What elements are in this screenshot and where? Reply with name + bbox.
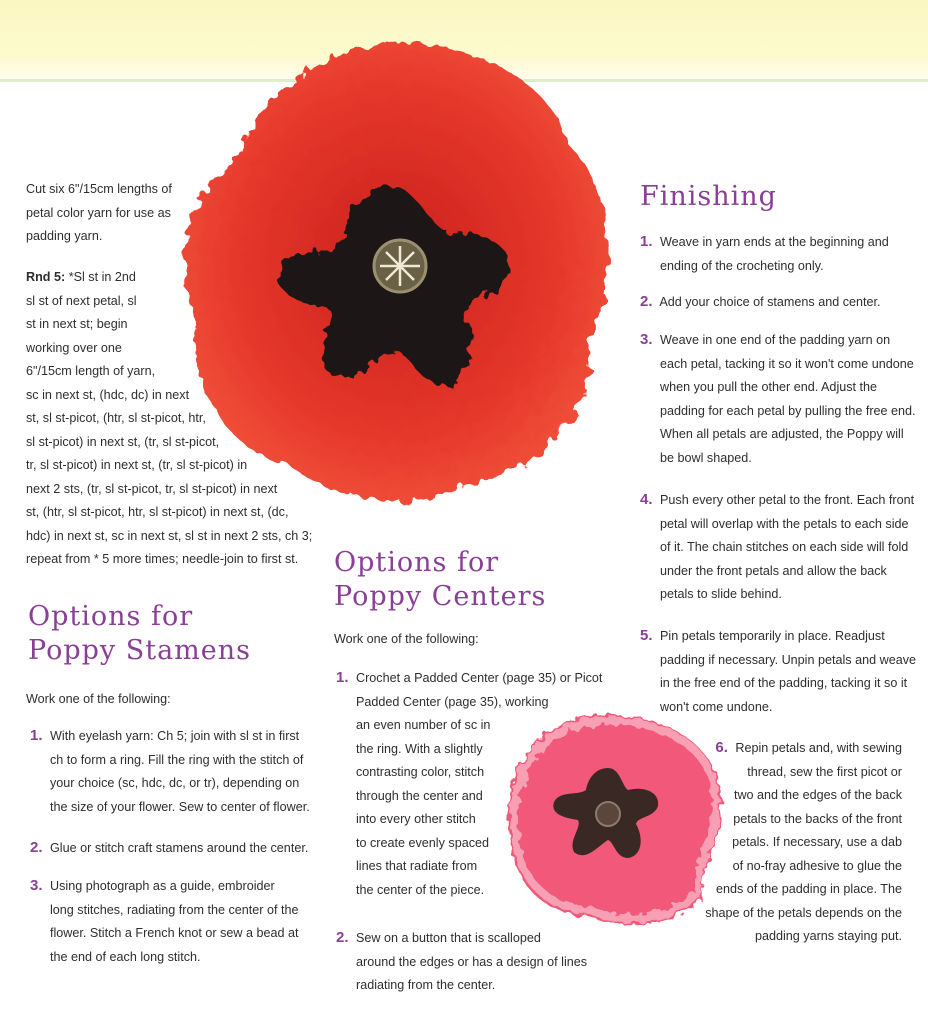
stamens-intro: Work one of the following: [26, 692, 171, 706]
item-line: of no-fray adhesive to glue the [732, 858, 902, 873]
item-line: Glue or stitch craft stamens around the center. [50, 841, 309, 855]
rnd5-line: 6"/15cm length of yarn, [26, 364, 156, 378]
finishing-item-6 [686, 736, 902, 949]
item-number: 1. [640, 233, 653, 250]
stamens-heading [28, 600, 251, 668]
stamens-heading-line: Options for [28, 601, 194, 632]
rnd5-label: Rnd 5: [26, 270, 66, 284]
item-line: Padded Center (page 35), working [356, 694, 549, 709]
item-line: lines that radiate from [356, 859, 478, 873]
item-line: padding for each petal by pulling the free end. [660, 403, 916, 418]
centers-item-1 [336, 666, 602, 902]
item-line: petal will overlap with the petals to each side [660, 516, 909, 531]
item-line: around the edges or has a design of lines [356, 954, 588, 969]
rnd5-line: st in next st; begin [26, 317, 128, 331]
item-line: Pin petals temporarily in place. Readjust [660, 629, 885, 643]
item-line: Crochet a Padded Center (page 35) or Picot [356, 671, 603, 685]
item-line: ending of the crocheting only. [660, 258, 824, 273]
item-line: the end of each long stitch. [50, 949, 201, 964]
item-line: an even number of sc in [356, 718, 491, 732]
finishing-heading: Finishing [640, 181, 777, 212]
item-line: Push every other petal to the front. Each front [660, 493, 915, 507]
rnd5-line: *Sl st in 2nd [68, 270, 136, 284]
finishing-item-3 [640, 328, 916, 470]
stamens-item-2 [30, 836, 308, 861]
rnd5-line: repeat from * 5 more times; needle-join to first st. [26, 552, 299, 566]
item-line: of it. The chain stitches on each side will fold [660, 540, 909, 554]
item-line: Using photograph as a guide, embroider [50, 879, 275, 893]
item-number: 6. [715, 739, 728, 756]
stamens-item-3 [30, 874, 299, 969]
item-line: in the free end of the padding, tacking it so it [660, 676, 908, 690]
item-number: 4. [640, 491, 653, 508]
finishing-item-4 [640, 488, 914, 607]
rnd5-line: next 2 sts, (tr, sl st-picot, tr, sl st-picot) in next [26, 481, 278, 496]
item-line: your choice (sc, hdc, dc, or tr), depending on [50, 776, 300, 790]
item-line: into every other stitch [356, 812, 476, 826]
rnd5-line: sl st of next petal, sl [26, 293, 137, 308]
item-line: padding yarns staying put. [754, 929, 902, 943]
padding-instructions: Cut six 6"/15cm lengths of petal color yarn for use as padding yarn. [26, 182, 172, 243]
stamens-heading-line: Poppy Stamens [28, 635, 252, 666]
item-line: when you pull the other end. Adjust the [660, 380, 878, 394]
item-line: to create evenly spaced [356, 835, 490, 850]
item-line: petals to slide behind. [660, 587, 782, 601]
item-line: When all petals are adjusted, the Poppy will [660, 427, 904, 441]
item-line: petals. If necessary, use a dab [732, 835, 902, 849]
item-number: 5. [640, 627, 653, 644]
rnd5-line: working over one [26, 340, 122, 355]
finishing-item-5 [640, 624, 916, 719]
rnd5-line: st, (htr, sl st-picot, htr, sl st-picot) in next st, (dc, [26, 505, 289, 519]
item-line: Sew on a button that is scalloped [356, 931, 541, 945]
item-line: the size of your flower. Sew to center of flower. [50, 799, 310, 814]
item-line: petals to the backs of the front [733, 811, 902, 826]
item-line: Add your choice of stamens and center. [659, 295, 881, 309]
item-line: the ring. With a slightly [356, 741, 483, 756]
item-line: Weave in yarn ends at the beginning and [660, 235, 889, 249]
finishing-item-1 [640, 230, 889, 278]
item-line: two and the edges of the back [733, 788, 902, 802]
rnd5-line: sl st-picot) in next st, (tr, sl st-picot, [26, 434, 220, 449]
finishing-item-2 [640, 290, 881, 315]
centers-heading-line: Options for [334, 547, 500, 578]
item-line: won't come undone. [660, 699, 773, 714]
item-line: each petal, tacking it so it won't come undone [660, 356, 914, 371]
item-line: ends of the padding in place. The [715, 882, 902, 896]
rnd5-line: sc in next st, (hdc, dc) in next [26, 387, 190, 402]
stamens-item-1 [30, 724, 310, 819]
item-line: flower. Stitch a French knot or sew a bead at [50, 926, 299, 940]
item-number: 1. [30, 727, 43, 744]
item-line: be bowl shaped. [660, 450, 752, 465]
centers-intro: Work one of the following: [334, 632, 479, 646]
item-number: 2. [640, 293, 653, 310]
item-number: 3. [30, 877, 43, 894]
item-line: thread, sew the first picot or [747, 764, 902, 779]
item-line: Weave in one end of the padding yarn on [660, 333, 891, 347]
item-number: 2. [30, 839, 43, 856]
item-line: contrasting color, stitch [356, 765, 485, 779]
item-line: the center of the piece. [356, 882, 485, 897]
item-line: Repin petals and, with sewing [735, 741, 902, 755]
item-line: under the front petals and allow the back [660, 563, 887, 578]
item-line: With eyelash yarn: Ch 5; join with sl st in first [50, 729, 300, 743]
item-number: 3. [640, 331, 653, 348]
item-line: through the center and [356, 788, 483, 803]
item-number: 2. [336, 929, 349, 946]
item-number: 1. [336, 669, 349, 686]
rnd5-line: st, sl st-picot, (htr, sl st-picot, htr, [26, 411, 206, 425]
centers-heading [334, 546, 546, 614]
item-line: radiating from the center. [356, 978, 496, 992]
item-line: long stitches, radiating from the center of the [50, 902, 299, 917]
centers-item-2 [336, 926, 587, 998]
rnd5-line: hdc) in next st, sc in next st, sl st in next 2 sts, ch 3; [26, 528, 313, 543]
seed-pod-rays [380, 246, 420, 286]
item-line: padding if necessary. Unpin petals and weave [660, 652, 917, 667]
rnd5-instructions [26, 266, 312, 572]
centers-heading-line: Poppy Centers [334, 581, 547, 612]
rnd5-line: tr, sl st-picot) in next st, (tr, sl st-picot) in [26, 458, 248, 472]
item-line: shape of the petals depends on the [705, 905, 902, 920]
item-line: ch to form a ring. Fill the ring with the stitch of [50, 752, 304, 767]
